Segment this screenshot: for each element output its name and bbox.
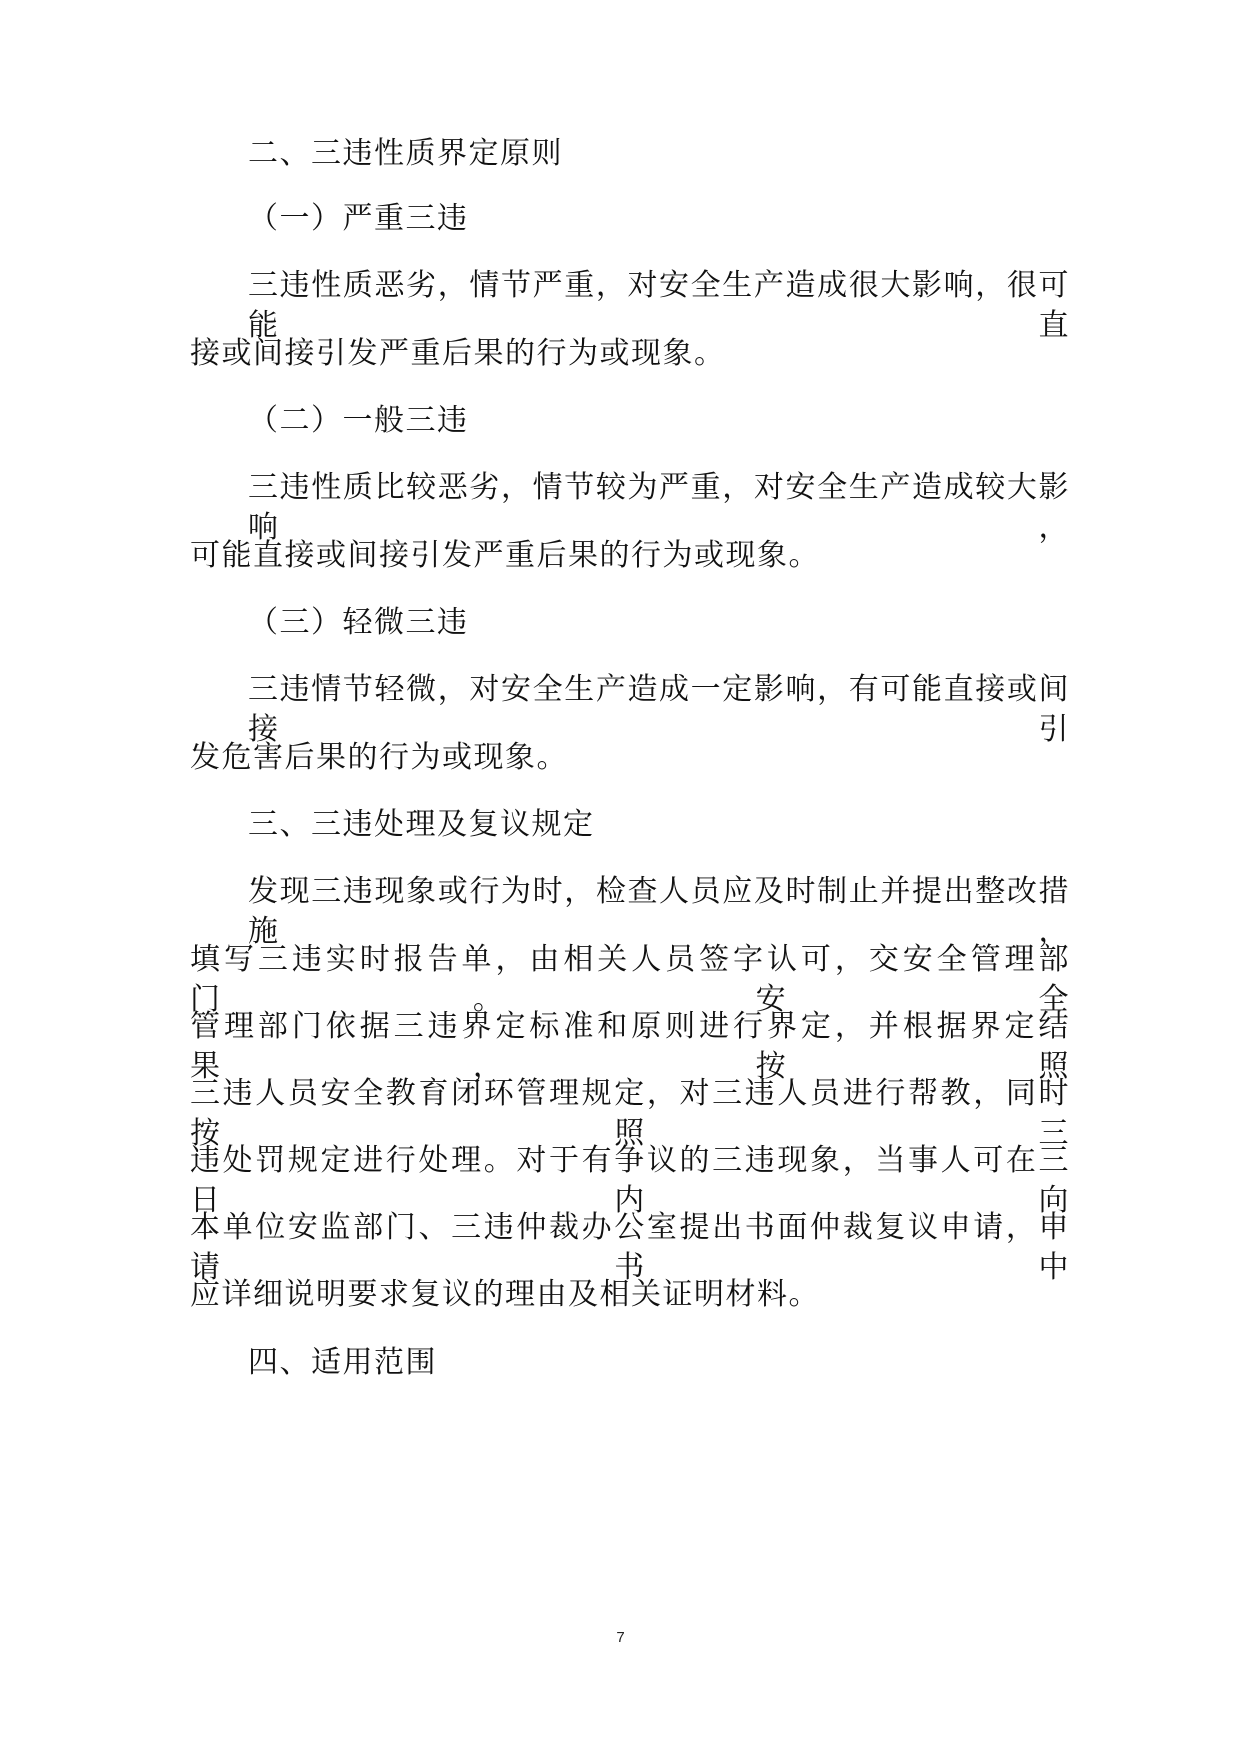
paragraph-line: 违处罚规定进行处理。对于有争议的三违现象，当事人可在三日内向 bbox=[190, 1143, 1070, 1218]
paragraph-line: 发现三违现象或行为时，检查人员应及时制止并提出整改措施， bbox=[248, 874, 1070, 949]
section-heading-3: 三、三违处理及复议规定 bbox=[248, 807, 595, 842]
page-number: 7 bbox=[616, 1629, 625, 1646]
subsection-title-minor: （三）轻微三违 bbox=[248, 605, 469, 640]
paragraph-line: 接或间接引发严重后果的行为或现象。 bbox=[190, 336, 726, 371]
paragraph-line: 本单位安监部门、三违仲裁办公室提出书面仲裁复议申请，申请书中 bbox=[190, 1210, 1070, 1285]
paragraph-line: 发危害后果的行为或现象。 bbox=[190, 740, 568, 775]
subsection-title-serious: （一）严重三违 bbox=[248, 201, 469, 236]
paragraph-line: 应详细说明要求复议的理由及相关证明材料。 bbox=[190, 1277, 820, 1312]
subsection-title-general: （二）一般三违 bbox=[248, 403, 469, 438]
section-heading-2: 二、三违性质界定原则 bbox=[248, 136, 563, 171]
paragraph-line: 三违性质恶劣，情节严重，对安全生产造成很大影响，很可能直 bbox=[248, 268, 1070, 343]
section-heading-4: 四、适用范围 bbox=[248, 1345, 437, 1380]
paragraph-line: 填写三违实时报告单，由相关人员签字认可，交安全管理部门。安全 bbox=[190, 942, 1070, 1017]
paragraph-line: 管理部门依据三违界定标准和原则进行界定，并根据界定结果，按照 bbox=[190, 1009, 1070, 1084]
paragraph-line: 三违情节轻微，对安全生产造成一定影响，有可能直接或间接引 bbox=[248, 672, 1070, 747]
paragraph-line: 三违人员安全教育闭环管理规定，对三违人员进行帮教，同时按照三 bbox=[190, 1076, 1070, 1151]
paragraph-line: 三违性质比较恶劣，情节较为严重，对安全生产造成较大影响， bbox=[248, 470, 1070, 545]
paragraph-line: 可能直接或间接引发严重后果的行为或现象。 bbox=[190, 538, 820, 573]
